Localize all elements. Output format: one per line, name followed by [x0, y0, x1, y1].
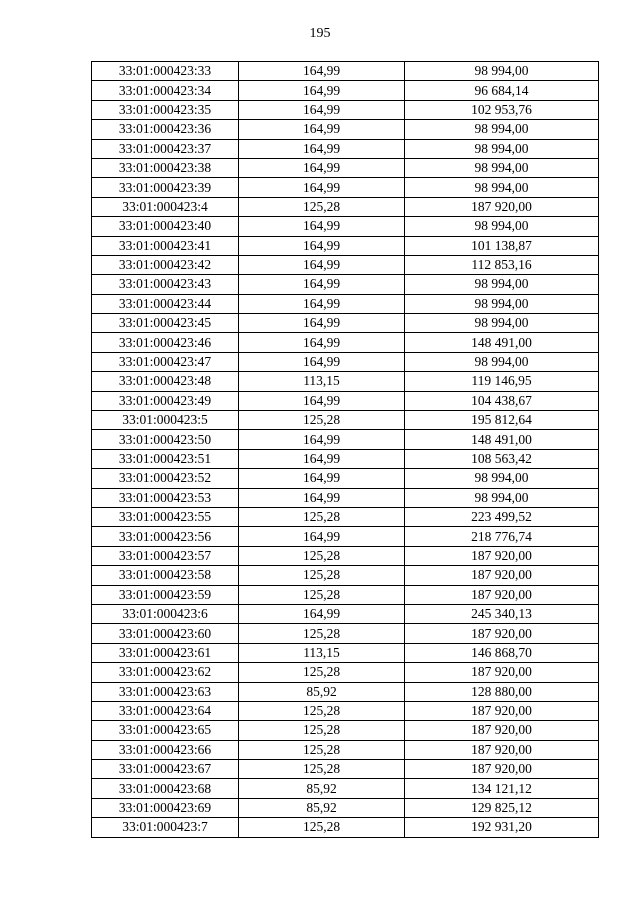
table-row — [92, 100, 599, 119]
cadastral-value-cell: 98 994,00 — [405, 158, 599, 177]
cadastral-number-cell: 33:01:000423:36 — [92, 120, 239, 139]
cadastral-number-cell: 33:01:000423:55 — [92, 507, 239, 526]
cadastral-number-cell: 33:01:000423:59 — [92, 585, 239, 604]
price-per-unit-cell: 125,28 — [239, 546, 405, 565]
cadastral-number-cell: 33:01:000423:45 — [92, 314, 239, 333]
cadastral-number-cell: 33:01:000423:66 — [92, 740, 239, 759]
cadastral-number-cell: 33:01:000423:7 — [92, 818, 239, 837]
cadastral-number-cell: 33:01:000423:42 — [92, 255, 239, 274]
table-row — [92, 760, 599, 779]
cadastral-number-cell: 33:01:000423:33 — [92, 62, 239, 81]
table-row — [92, 566, 599, 585]
price-per-unit-cell: 164,99 — [239, 139, 405, 158]
cadastral-number-cell: 33:01:000423:5 — [92, 411, 239, 430]
table-row — [92, 275, 599, 294]
cadastral-number-cell: 33:01:000423:34 — [92, 81, 239, 100]
price-per-unit-cell: 125,28 — [239, 760, 405, 779]
cadastral-value-cell: 98 994,00 — [405, 352, 599, 371]
table-row — [92, 178, 599, 197]
cadastral-number-cell: 33:01:000423:48 — [92, 372, 239, 391]
cadastral-number-cell: 33:01:000423:61 — [92, 643, 239, 662]
cadastral-value-cell: 148 491,00 — [405, 333, 599, 352]
price-per-unit-cell: 164,99 — [239, 469, 405, 488]
price-per-unit-cell: 125,28 — [239, 663, 405, 682]
cadastral-number-cell: 33:01:000423:40 — [92, 217, 239, 236]
cadastral-value-cell: 134 121,12 — [405, 779, 599, 798]
table-row — [92, 352, 599, 371]
cadastral-number-cell: 33:01:000423:38 — [92, 158, 239, 177]
table-row — [92, 217, 599, 236]
cadastral-value-cell: 195 812,64 — [405, 411, 599, 430]
cadastral-value-cell: 104 438,67 — [405, 391, 599, 410]
table-row — [92, 740, 599, 759]
cadastral-number-cell: 33:01:000423:57 — [92, 546, 239, 565]
cadastral-number-cell: 33:01:000423:56 — [92, 527, 239, 546]
table-row — [92, 62, 599, 81]
table-row — [92, 507, 599, 526]
cadastral-value-cell: 187 920,00 — [405, 701, 599, 720]
price-per-unit-cell: 164,99 — [239, 255, 405, 274]
table-row — [92, 236, 599, 255]
cadastral-number-cell: 33:01:000423:67 — [92, 760, 239, 779]
cadastral-number-cell: 33:01:000423:46 — [92, 333, 239, 352]
cadastral-value-cell: 187 920,00 — [405, 566, 599, 585]
table-row — [92, 81, 599, 100]
cadastral-number-cell: 33:01:000423:6 — [92, 604, 239, 623]
cadastral-value-cell: 218 776,74 — [405, 527, 599, 546]
price-per-unit-cell: 125,28 — [239, 585, 405, 604]
cadastral-number-cell: 33:01:000423:51 — [92, 449, 239, 468]
table-row — [92, 469, 599, 488]
table-row — [92, 197, 599, 216]
price-per-unit-cell: 164,99 — [239, 236, 405, 255]
table-row — [92, 682, 599, 701]
cadastral-value-cell: 98 994,00 — [405, 469, 599, 488]
cadastral-value-cell: 102 953,76 — [405, 100, 599, 119]
table-row — [92, 488, 599, 507]
price-per-unit-cell: 164,99 — [239, 314, 405, 333]
cadastral-value-cell: 192 931,20 — [405, 818, 599, 837]
cadastral-number-cell: 33:01:000423:68 — [92, 779, 239, 798]
cadastral-number-cell: 33:01:000423:43 — [92, 275, 239, 294]
price-per-unit-cell: 164,99 — [239, 178, 405, 197]
cadastral-value-cell: 187 920,00 — [405, 197, 599, 216]
table-row — [92, 527, 599, 546]
table-row — [92, 333, 599, 352]
price-per-unit-cell: 125,28 — [239, 507, 405, 526]
cadastral-value-cell: 98 994,00 — [405, 62, 599, 81]
cadastral-value-cell: 187 920,00 — [405, 760, 599, 779]
page-number: 195 — [309, 26, 331, 41]
cadastral-value-cell: 96 684,14 — [405, 81, 599, 100]
table-row — [92, 139, 599, 158]
price-per-unit-cell: 164,99 — [239, 100, 405, 119]
price-per-unit-cell: 164,99 — [239, 217, 405, 236]
cadastral-number-cell: 33:01:000423:52 — [92, 469, 239, 488]
table-row — [92, 604, 599, 623]
cadastral-value-cell: 128 880,00 — [405, 682, 599, 701]
cadastral-value-cell: 146 868,70 — [405, 643, 599, 662]
table-row — [92, 779, 599, 798]
price-per-unit-cell: 85,92 — [239, 798, 405, 817]
cadastral-value-cell: 108 563,42 — [405, 449, 599, 468]
price-per-unit-cell: 125,28 — [239, 566, 405, 585]
price-per-unit-cell: 164,99 — [239, 352, 405, 371]
price-per-unit-cell: 125,28 — [239, 197, 405, 216]
cadastral-number-cell: 33:01:000423:60 — [92, 624, 239, 643]
table-row — [92, 314, 599, 333]
cadastral-value-cell: 187 920,00 — [405, 740, 599, 759]
table-row — [92, 663, 599, 682]
cadastral-number-cell: 33:01:000423:65 — [92, 721, 239, 740]
cadastral-value-cell: 98 994,00 — [405, 275, 599, 294]
cadastral-value-cell: 98 994,00 — [405, 294, 599, 313]
cadastral-number-cell: 33:01:000423:44 — [92, 294, 239, 313]
table-row — [92, 294, 599, 313]
cadastral-number-cell: 33:01:000423:4 — [92, 197, 239, 216]
price-per-unit-cell: 113,15 — [239, 643, 405, 662]
price-per-unit-cell: 164,99 — [239, 604, 405, 623]
cadastral-number-cell: 33:01:000423:41 — [92, 236, 239, 255]
table-row — [92, 624, 599, 643]
cadastral-number-cell: 33:01:000423:53 — [92, 488, 239, 507]
cadastral-value-table — [91, 61, 599, 838]
cadastral-value-cell: 245 340,13 — [405, 604, 599, 623]
cadastral-value-cell: 98 994,00 — [405, 120, 599, 139]
cadastral-number-cell: 33:01:000423:50 — [92, 430, 239, 449]
table-row — [92, 430, 599, 449]
cadastral-value-cell: 148 491,00 — [405, 430, 599, 449]
table-row — [92, 546, 599, 565]
cadastral-number-cell: 33:01:000423:39 — [92, 178, 239, 197]
price-per-unit-cell: 125,28 — [239, 818, 405, 837]
price-per-unit-cell: 113,15 — [239, 372, 405, 391]
table-row — [92, 721, 599, 740]
cadastral-number-cell: 33:01:000423:63 — [92, 682, 239, 701]
table-row — [92, 391, 599, 410]
cadastral-value-cell: 98 994,00 — [405, 488, 599, 507]
cadastral-number-cell: 33:01:000423:58 — [92, 566, 239, 585]
cadastral-value-cell: 187 920,00 — [405, 721, 599, 740]
price-per-unit-cell: 164,99 — [239, 62, 405, 81]
table-row — [92, 158, 599, 177]
cadastral-value-cell: 187 920,00 — [405, 624, 599, 643]
table-row — [92, 585, 599, 604]
cadastral-value-cell: 187 920,00 — [405, 585, 599, 604]
table-row — [92, 255, 599, 274]
table-body — [92, 62, 599, 838]
cadastral-value-cell: 101 138,87 — [405, 236, 599, 255]
price-per-unit-cell: 164,99 — [239, 488, 405, 507]
price-per-unit-cell: 125,28 — [239, 411, 405, 430]
price-per-unit-cell: 85,92 — [239, 779, 405, 798]
price-per-unit-cell: 125,28 — [239, 701, 405, 720]
table-row — [92, 701, 599, 720]
cadastral-value-cell: 98 994,00 — [405, 314, 599, 333]
cadastral-value-cell: 98 994,00 — [405, 217, 599, 236]
cadastral-number-cell: 33:01:000423:64 — [92, 701, 239, 720]
price-per-unit-cell: 164,99 — [239, 391, 405, 410]
table-row — [92, 449, 599, 468]
price-per-unit-cell: 164,99 — [239, 333, 405, 352]
price-per-unit-cell: 164,99 — [239, 275, 405, 294]
table-row — [92, 798, 599, 817]
price-per-unit-cell: 125,28 — [239, 624, 405, 643]
cadastral-value-cell: 129 825,12 — [405, 798, 599, 817]
price-per-unit-cell: 125,28 — [239, 740, 405, 759]
cadastral-value-cell: 119 146,95 — [405, 372, 599, 391]
table-row — [92, 411, 599, 430]
cadastral-value-cell: 98 994,00 — [405, 139, 599, 158]
price-per-unit-cell: 164,99 — [239, 158, 405, 177]
table-row — [92, 643, 599, 662]
price-per-unit-cell: 164,99 — [239, 120, 405, 139]
cadastral-number-cell: 33:01:000423:35 — [92, 100, 239, 119]
price-per-unit-cell: 164,99 — [239, 449, 405, 468]
cadastral-number-cell: 33:01:000423:37 — [92, 139, 239, 158]
price-per-unit-cell: 85,92 — [239, 682, 405, 701]
price-per-unit-cell: 164,99 — [239, 527, 405, 546]
cadastral-value-cell: 223 499,52 — [405, 507, 599, 526]
price-per-unit-cell: 164,99 — [239, 294, 405, 313]
cadastral-value-cell: 187 920,00 — [405, 663, 599, 682]
cadastral-value-cell: 187 920,00 — [405, 546, 599, 565]
cadastral-number-cell: 33:01:000423:62 — [92, 663, 239, 682]
cadastral-number-cell: 33:01:000423:69 — [92, 798, 239, 817]
price-per-unit-cell: 164,99 — [239, 81, 405, 100]
cadastral-number-cell: 33:01:000423:47 — [92, 352, 239, 371]
price-per-unit-cell: 164,99 — [239, 430, 405, 449]
cadastral-number-cell: 33:01:000423:49 — [92, 391, 239, 410]
table-row — [92, 120, 599, 139]
table-row — [92, 372, 599, 391]
price-per-unit-cell: 125,28 — [239, 721, 405, 740]
cadastral-value-cell: 112 853,16 — [405, 255, 599, 274]
cadastral-value-cell: 98 994,00 — [405, 178, 599, 197]
table-row — [92, 818, 599, 837]
